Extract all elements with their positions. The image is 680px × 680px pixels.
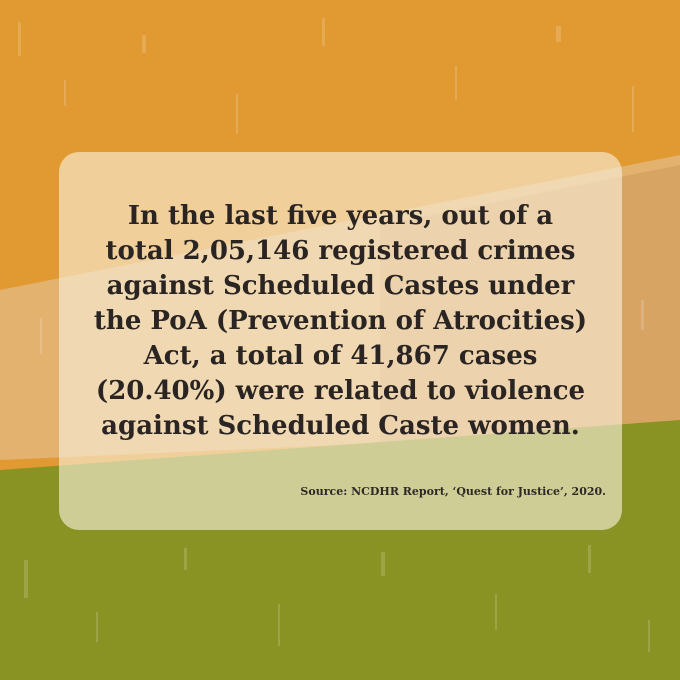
quote-line: (20.40%) were related to violence bbox=[95, 376, 586, 406]
quote-line: against Scheduled Castes under bbox=[106, 271, 575, 301]
quote-line: In the last five years, out of a bbox=[127, 201, 554, 231]
quote-line: Act, a total of 41,867 cases bbox=[143, 341, 538, 371]
quote-text bbox=[59, 199, 622, 444]
quote-line: the PoA (Prevention of Atrocities) bbox=[93, 306, 588, 336]
source-citation: Source: NCDHR Report, ‘Quest for Justice’, 2020. bbox=[300, 485, 606, 498]
quote-line: against Scheduled Caste women. bbox=[101, 411, 580, 441]
quote-line: total 2,05,146 registered crimes bbox=[105, 236, 576, 266]
